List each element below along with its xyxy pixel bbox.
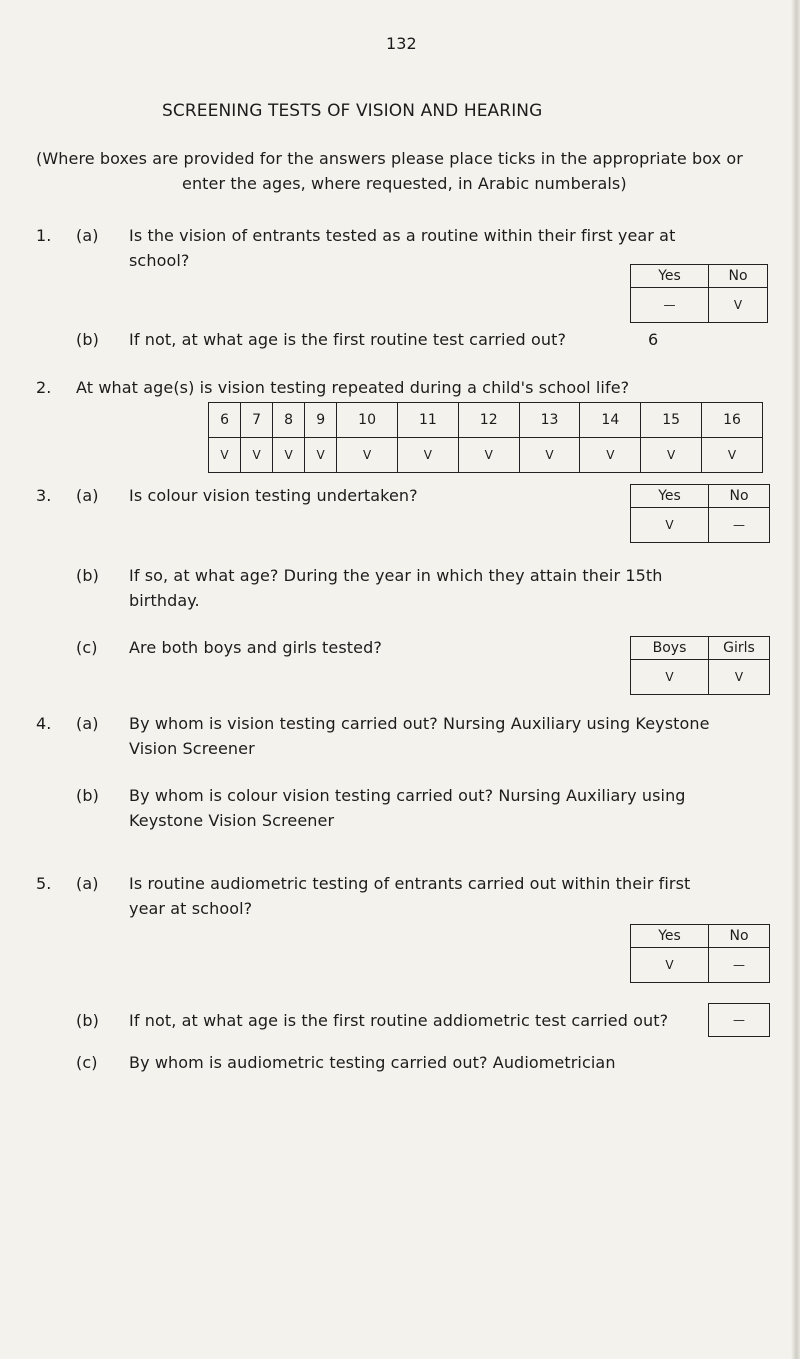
q5a-no-cell[interactable]: — — [709, 948, 770, 983]
q1-number: 1. — [36, 226, 52, 245]
q4a-question-line-2: Vision Screener — [129, 739, 255, 758]
q2-age-tick-cell[interactable]: V — [458, 438, 519, 473]
q2-age-header: 8 — [273, 403, 305, 438]
q3c-answer-box — [630, 636, 770, 695]
q2-age-header: 13 — [519, 403, 580, 438]
q3b-label: (b) — [76, 566, 99, 585]
q3c-girls-cell[interactable]: V — [709, 660, 770, 695]
q4-number: 4. — [36, 714, 52, 733]
q2-age-tick-cell[interactable]: V — [241, 438, 273, 473]
intro-line-2: enter the ages, where requested, in Arabic numberals) — [182, 174, 627, 193]
page-number: 132 — [386, 34, 417, 53]
q2-age-tick-cell[interactable]: V — [305, 438, 337, 473]
q5b-answer-cell[interactable]: — — [709, 1004, 770, 1037]
q5b-answer-box — [708, 1003, 770, 1037]
q2-age-header: 10 — [337, 403, 398, 438]
q3-number: 3. — [36, 486, 52, 505]
q2-age-header: 12 — [458, 403, 519, 438]
q1a-label: (a) — [76, 226, 99, 245]
q2-ages-row — [209, 403, 763, 438]
q3c-boys-cell[interactable]: V — [631, 660, 709, 695]
q2-age-header: 14 — [580, 403, 641, 438]
q2-age-tick-cell[interactable]: V — [641, 438, 702, 473]
q1a-question-line-1: Is the vision of entrants tested as a routine within their first year at — [129, 226, 676, 245]
q3c-girls-header: Girls — [709, 637, 770, 660]
q1a-yes-cell[interactable]: — — [631, 288, 709, 323]
q1a-answer-box — [630, 264, 768, 323]
q5c-label: (c) — [76, 1053, 98, 1072]
q2-age-header: 7 — [241, 403, 273, 438]
q1a-no-header: No — [709, 265, 768, 288]
q3a-yes-header: Yes — [631, 485, 709, 508]
q3a-label: (a) — [76, 486, 99, 505]
q5a-question-line-2: year at school? — [129, 899, 253, 918]
q2-age-tick-cell[interactable]: V — [273, 438, 305, 473]
q4b-question-line-1: By whom is colour vision testing carried out? Nursing Auxiliary using — [129, 786, 686, 805]
q2-age-header: 6 — [209, 403, 241, 438]
q1b-answer: 6 — [648, 330, 659, 349]
q5a-no-header: No — [709, 925, 770, 948]
q3b-question-line-2: birthday. — [129, 591, 200, 610]
q4b-question-line-2: Keystone Vision Screener — [129, 811, 335, 830]
q5a-label: (a) — [76, 874, 99, 893]
q5a-answer-box — [630, 924, 770, 983]
q3c-question: Are both boys and girls tested? — [129, 638, 382, 657]
q1b-question: If not, at what age is the first routine test carried out? — [129, 330, 567, 349]
q2-age-header: 16 — [702, 403, 763, 438]
q5a-yes-header: Yes — [631, 925, 709, 948]
q2-age-tick-cell[interactable]: V — [580, 438, 641, 473]
q1b-label: (b) — [76, 330, 99, 349]
q1a-no-cell[interactable]: V — [709, 288, 768, 323]
q2-question: At what age(s) is vision testing repeated during a child's school life? — [76, 378, 630, 397]
q3c-label: (c) — [76, 638, 98, 657]
q3a-no-cell[interactable]: — — [709, 508, 770, 543]
q4a-label: (a) — [76, 714, 99, 733]
q5b-question: If not, at what age is the first routine addiometric test carried out? — [129, 1011, 669, 1030]
q4b-label: (b) — [76, 786, 99, 805]
q4a-question-line-1: By whom is vision testing carried out? Nursing Auxiliary using Keystone — [129, 714, 710, 733]
q2-number: 2. — [36, 378, 52, 397]
q5a-yes-cell[interactable]: V — [631, 948, 709, 983]
q5c-question: By whom is audiometric testing carried out? Audiometrician — [129, 1053, 616, 1072]
q2-age-tick-cell[interactable]: V — [209, 438, 241, 473]
q5b-label: (b) — [76, 1011, 99, 1030]
q1a-yes-header: Yes — [631, 265, 709, 288]
q3a-answer-box — [630, 484, 770, 543]
q2-age-tick-cell[interactable]: V — [702, 438, 763, 473]
page-edge-shadow — [791, 0, 800, 1359]
q2-age-tick-cell[interactable]: V — [519, 438, 580, 473]
q3c-boys-header: Boys — [631, 637, 709, 660]
q5-number: 5. — [36, 874, 52, 893]
q3a-question: Is colour vision testing undertaken? — [129, 486, 418, 505]
q3a-yes-cell[interactable]: V — [631, 508, 709, 543]
q5a-question-line-1: Is routine audiometric testing of entrants carried out within their first — [129, 874, 691, 893]
q3b-question-line-1: If so, at what age? During the year in which they attain their 15th — [129, 566, 663, 585]
intro-line-1: (Where boxes are provided for the answers please place ticks in the appropriate box or — [36, 149, 743, 168]
q2-age-grid — [208, 402, 763, 473]
q2-age-tick-cell[interactable]: V — [398, 438, 459, 473]
q1a-question-line-2: school? — [129, 251, 190, 270]
q2-marks-row — [209, 438, 763, 473]
q2-age-header: 11 — [398, 403, 459, 438]
q2-age-header: 15 — [641, 403, 702, 438]
page-title: SCREENING TESTS OF VISION AND HEARING — [162, 101, 543, 121]
q2-age-header: 9 — [305, 403, 337, 438]
q2-age-tick-cell[interactable]: V — [337, 438, 398, 473]
q3a-no-header: No — [709, 485, 770, 508]
